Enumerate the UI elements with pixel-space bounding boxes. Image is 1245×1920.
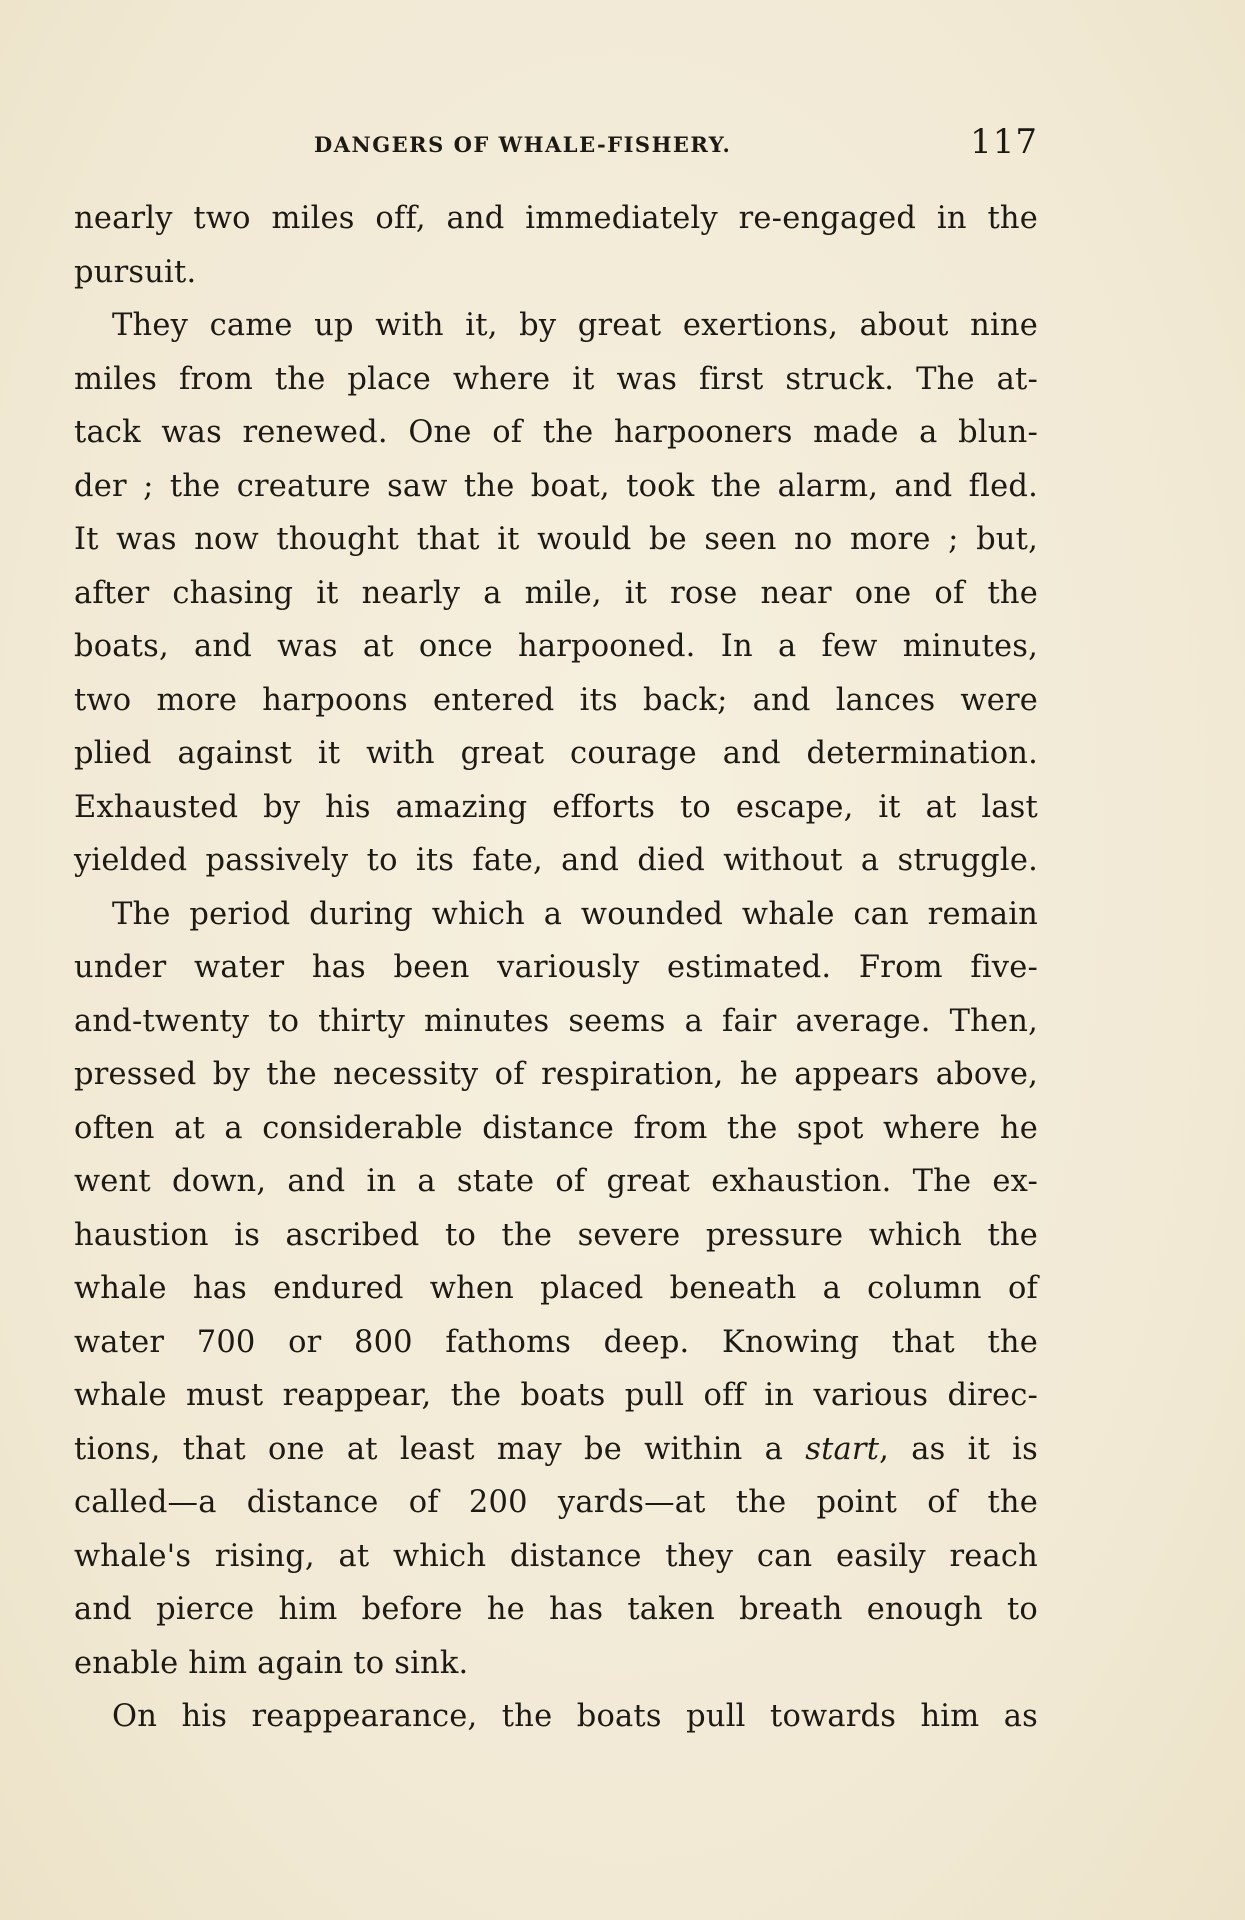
text-line: whale must reappear, the boats pull off in various direc- xyxy=(74,1378,1038,1413)
text-line: boats, and was at once harpooned. In a few minutes, xyxy=(74,629,1038,664)
text-line: after chasing it nearly a mile, it rose near one of the xyxy=(74,575,1038,611)
text-segment: , as it is xyxy=(879,1431,1038,1467)
paragraph-start-line: The period during which a wounded whale can remain xyxy=(112,896,1038,932)
text-line: and-twenty to thirty minutes seems a fair average. Then, xyxy=(74,1003,1038,1039)
text-segment: tions, that one at least may be within a xyxy=(74,1431,806,1467)
page-number: 117 xyxy=(970,122,1038,162)
text-line: plied against it with great courage and determination. xyxy=(74,736,1038,771)
text-line-part xyxy=(74,1423,1038,1477)
text-line: pursuit. xyxy=(74,254,197,290)
text-line: whale has endured when placed beneath a column of xyxy=(74,1271,1038,1306)
text-line: enable him again to sink. xyxy=(74,1645,469,1681)
text-line: haustion is ascribed to the severe pressure which the xyxy=(74,1217,1038,1253)
text-line: water 700 or 800 fathoms deep. Knowing that the xyxy=(74,1324,1038,1360)
text-line: tack was renewed. One of the harpooners made a blun- xyxy=(74,415,1038,450)
text-line: nearly two miles off, and immediately re-engaged in the xyxy=(74,201,1038,236)
running-head xyxy=(74,122,1038,172)
text-line: two more harpoons entered its back; and lances were xyxy=(74,682,1038,718)
emphasis-start: start xyxy=(805,1431,880,1467)
text-line: went down, and in a state of great exhaustion. The ex- xyxy=(74,1164,1038,1199)
text-line: often at a considerable distance from the spot where he xyxy=(74,1110,1038,1146)
text-line: whale's rising, at which distance they can easily reach xyxy=(74,1538,1038,1574)
paragraph-start-line: They came up with it, by great exertions, about nine xyxy=(112,308,1038,343)
body-text xyxy=(74,192,1038,1744)
text-line xyxy=(74,1423,1038,1477)
text-line: It was now thought that it would be seen no more ; but, xyxy=(74,522,1038,557)
text-line: and pierce him before he has taken breath enough to xyxy=(74,1592,1038,1627)
text-line: under water has been variously estimated. From five- xyxy=(74,950,1038,985)
text-line: yielded passively to its fate, and died without a struggle. xyxy=(74,843,1038,878)
text-line: called—a distance of 200 yards—at the point of the xyxy=(74,1485,1038,1520)
text-line: pressed by the necessity of respiration, he appears above, xyxy=(74,1057,1038,1092)
text-line: der ; the creature saw the boat, took the alarm, and fled. xyxy=(74,468,1038,504)
paragraph-start-line: On his reappearance, the boats pull towards him as xyxy=(112,1699,1038,1734)
text-line: miles from the place where it was first struck. The at- xyxy=(74,361,1038,397)
running-title: DANGERS OF WHALE-FISHERY. xyxy=(314,132,732,157)
text-line: Exhausted by his amazing efforts to escape, it at last xyxy=(74,789,1038,825)
